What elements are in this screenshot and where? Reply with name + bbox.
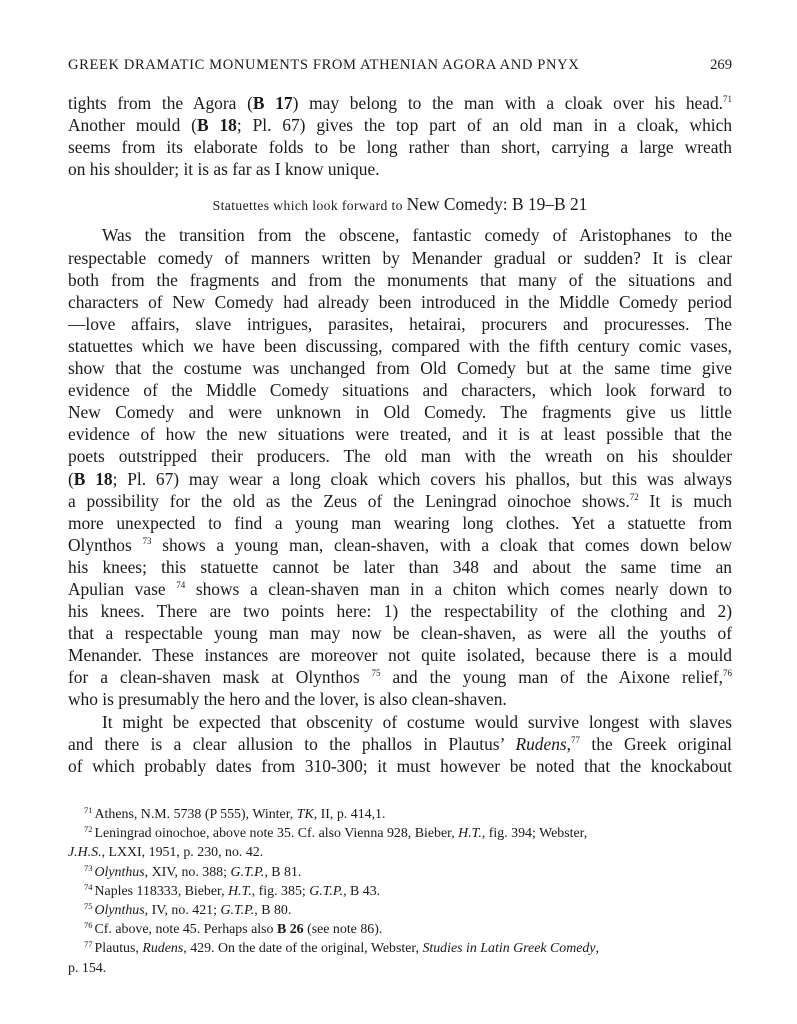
text-line: poets outstripped their producers. The old man with the wreath on his shoulder [68, 446, 732, 467]
text-line: It might be expected that obscenity of costume would survive longest with slaves [102, 711, 732, 732]
text-line: his knees; this statuette cannot be later than 348 and about the same time an [68, 556, 732, 577]
text-line: characters of New Comedy had already been introduced in the Middle Comedy period [68, 291, 732, 312]
footnote-72-continued: J.H.S., LXXI, 1951, p. 230, no. 42. [68, 845, 264, 861]
footnotes [68, 805, 732, 978]
text-line: that a respectable young man may now be clean-shaven, as were all the youths of [68, 623, 732, 644]
footnote-ref: 75 [371, 668, 381, 679]
text-line: his knees. There are two points here: 1) the respectability of the clothing and 2) [68, 601, 732, 622]
text-line: of which probably dates from 310-300; it must however be noted that the knockabout [68, 755, 732, 776]
footnote-75: $^{75}$ Olynthus, IV, no. 421; G.T.P., B 80. [84, 900, 292, 918]
text-line: who is presumably the hero and the lover, is also clean-shaven. [68, 689, 507, 710]
footnote-73: $^{73}$ Olynthus, XIV, no. 388; G.T.P., B 81. [84, 862, 302, 880]
footnote-77: $^{77}$ Plautus, Rudens, 429. On the date of the original, Webster, Studies in Latin Greek Comedy, [84, 939, 600, 957]
paragraph-3 [68, 711, 732, 777]
text-line: evidence of how the new situations were treated, and it is at least possible that the [68, 424, 732, 445]
text-line: Apulian vase $^{74}$ shows a clean-shaven man in a chiton which comes nearly down to [68, 578, 732, 599]
footnote-71: $^{71}$ Athens, N.M. 5738 (P 555), Winter, TK, II, p. 414,1. [84, 805, 386, 822]
text-line: seems from its elaborate folds to be long rather than short, carrying a large wreath [68, 137, 732, 158]
catalogue-ref: B 18 [73, 468, 113, 489]
footnote-ref: 73 [142, 535, 152, 546]
section-heading: Statuettes which look forward to New Comedy: B 19–B 21 [212, 194, 588, 215]
text-line: statuettes which we have been discussing, compared with the fifth century comic vases, [68, 335, 732, 356]
text-line: respectable comedy of manners written by Menander gradual or sudden? It is clear [68, 247, 732, 268]
text-line: both from the fragments and from the monuments that many of the situations and [68, 269, 732, 290]
text-line: Menander. These instances are moreover not quite isolated, because there is a mould [68, 645, 732, 666]
footnote-72: $^{72}$ Leningrad oinochoe, above note 35. Cf. also Vienna 928, Bieber, H.T., fig. 394; Webster, [84, 824, 588, 842]
text-line: Another mould (B 18; Pl. 67) gives the top part of an old man in a cloak, which [68, 115, 733, 136]
footnote-ref: 74 [176, 579, 186, 590]
text-line: —love affairs, slave intrigues, parasites, hetairai, procurers and procuresses. The [68, 313, 732, 334]
running-title: GREEK DRAMATIC MONUMENTS FROM ATHENIAN AGORA AND PNYX [68, 57, 580, 73]
catalogue-ref: B 18 [196, 115, 237, 136]
text-line: Olynthos $^{73}$ shows a young man, clean-shaven, with a cloak that comes down below [68, 534, 732, 555]
footnote-ref: 76 [722, 668, 732, 679]
footnote-74: $^{74}$ Naples 118333, Bieber, H.T., fig. 385; G.T.P., B 43. [84, 881, 381, 899]
text-line: and there is a clear allusion to the phallos in Plautus’ Rudens,$^{77}$ the Greek original [68, 733, 732, 754]
main-text [68, 92, 732, 777]
footnote-77-continued: p. 154. [68, 960, 107, 976]
paragraph-1 [68, 92, 732, 180]
footnote-ref: 72 [629, 491, 639, 502]
text-line: tights from the Agora (B 17) may belong to the man with a cloak over his head.$^{71}$ [68, 93, 732, 113]
text-line: on his shoulder; it is as far as I know unique. [68, 159, 380, 180]
paragraph-2 [68, 224, 732, 710]
text-line: Was the transition from the obscene, fantastic comedy of Aristophanes to the [102, 225, 732, 246]
text-line: evidence of the Middle Comedy situations and characters, which look forward to [68, 380, 732, 401]
footnote-76: $^{76}$ Cf. above, note 45. Perhaps also B 26 (see note 86). [84, 920, 383, 938]
page-number: 269 [710, 57, 732, 73]
footnote-ref: 77 [571, 734, 581, 745]
text-line: a possibility for the old as the Zeus of the Leningrad oinochoe shows.$^{72}$ It is much [68, 490, 732, 511]
text-line: show that the costume was unchanged from Old Comedy but at the same time give [68, 358, 732, 379]
text-line: New Comedy and were unknown in Old Comedy. The fragments give us little [68, 402, 732, 423]
running-head [68, 57, 732, 74]
footnote-ref: 71 [723, 94, 732, 104]
catalogue-ref: B 17 [252, 93, 293, 113]
text-line: (B 18; Pl. 67) may wear a long cloak which covers his phallos, but this was always [68, 468, 732, 489]
text-line: more unexpected to find a young man wearing long clothes. Yet a statuette from [68, 512, 732, 533]
text-line: for a clean-shaven mask at Olynthos $^{75}$ and the young man of the Aixone relief,$^{76}$ [68, 667, 732, 688]
